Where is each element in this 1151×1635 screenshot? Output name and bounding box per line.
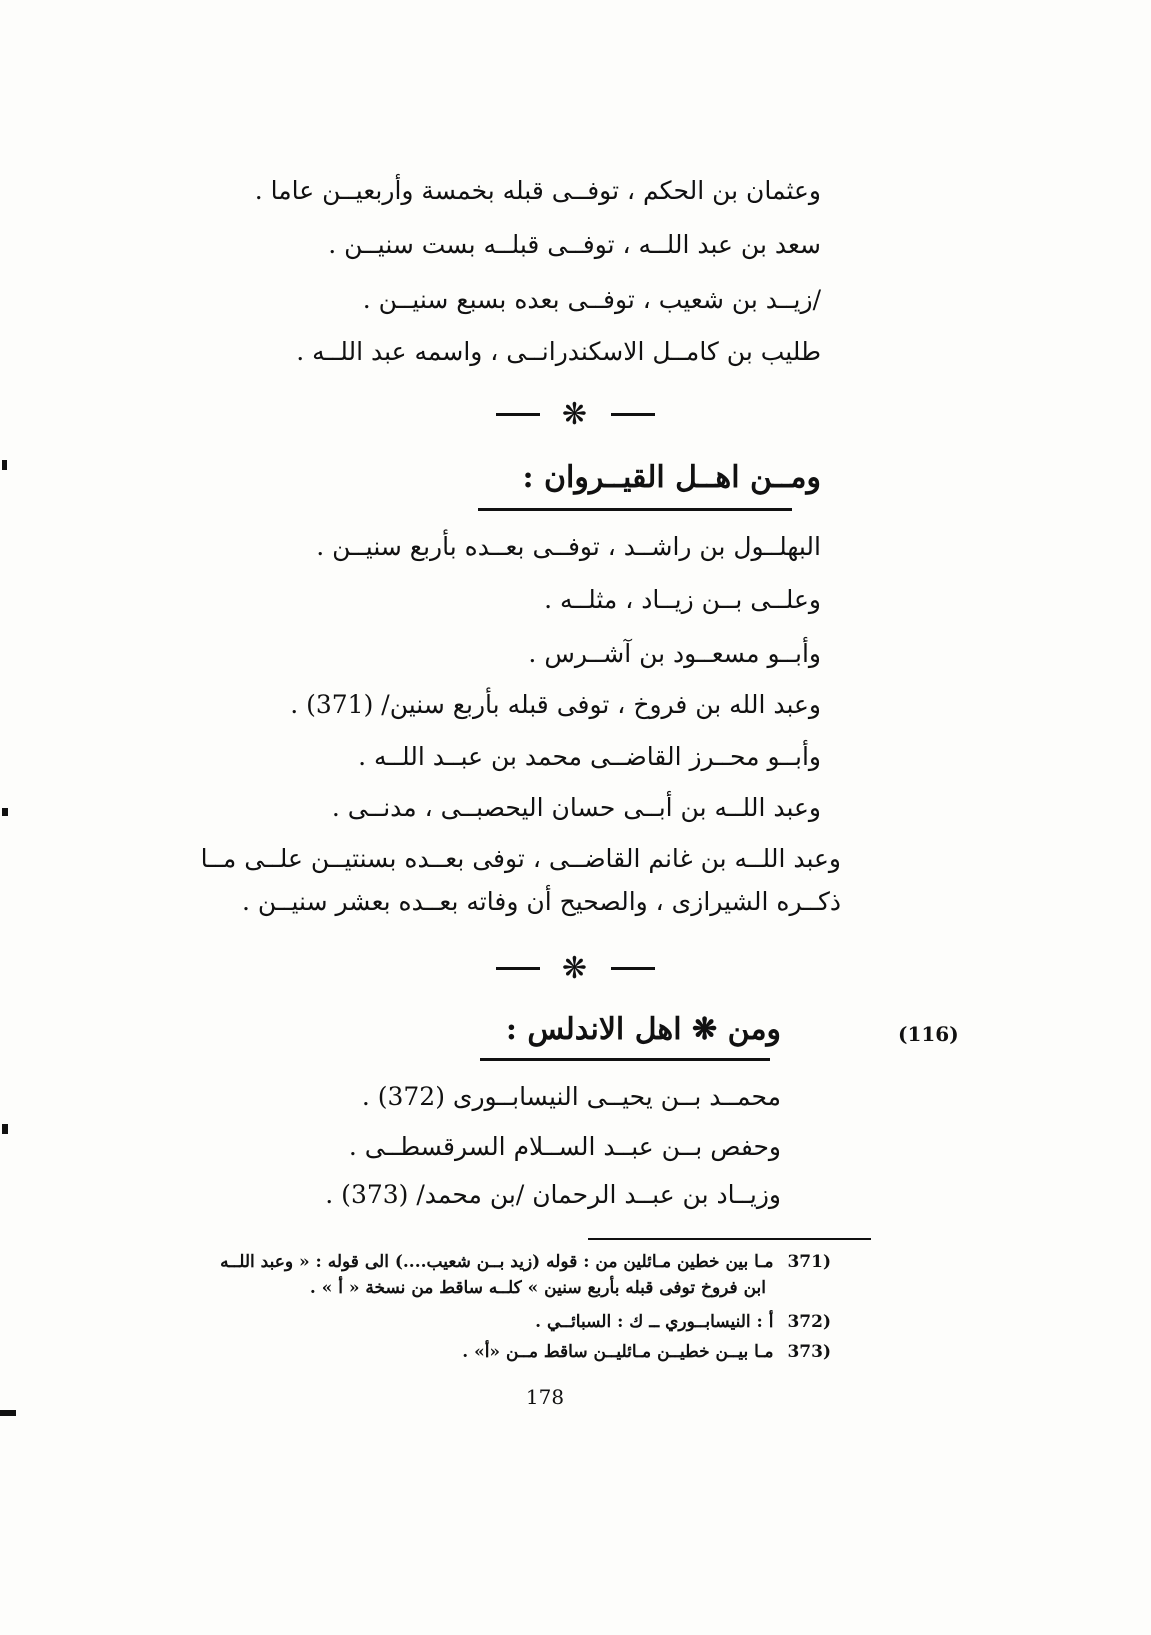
text-line: وعبد الله بن فروخ ، توفى قبله بأربع سنين/ (371) . [290,690,821,719]
section-separator [0,950,1151,986]
footnote-number: (371 [787,1252,831,1272]
dash [496,413,540,416]
star-ornament-icon: ❋ [561,951,590,986]
marginal-number: (116) [898,1022,959,1046]
text-line: وعبد اللــه بن غانم القاضــى ، توفى بعــده بسنتيــن علــى مــا [200,844,841,873]
text-line: وأبــو مسعــود بن آشــرس . [528,639,821,668]
footnote-text: أ : النيسابــوري ــ ك : السبائــي . [535,1312,774,1332]
section-heading: ومــن اهــل القيــروان : [522,460,821,495]
section-separator [0,396,1151,432]
text-line: محمــد بــن يحيــى النيسابــورى (372) . [361,1082,781,1111]
text-line: سعد بن عبد اللــه ، توفــى قبلــه بست سنيــن . [328,230,821,259]
star-ornament-icon: ❋ [561,397,590,432]
footnote [462,1340,831,1364]
footnote-text: مـا بين خطين مـائلين من : قوله (زيد بــن شعيب....) الى قوله : « وعبد اللــه [220,1252,774,1272]
heading-underline [478,508,792,511]
scan-mark [2,1124,8,1134]
text-line: ذكــره الشيرازى ، والصحيح أن وفاته بعــده بعشر سنيــن . [241,887,841,916]
footnote-number: (373 [787,1342,831,1362]
text-line: وعبد اللــه بن أبــى حسان اليحصبــى ، مدنــى . [331,793,821,822]
page-number: 178 [525,1385,565,1409]
footnote-continuation: ابن فروخ توفى قبله بأربع سنين » كلــه ساقط من نسخة « أ » . [309,1278,766,1298]
footnote-text: مـا بيــن خطيــن مـائليــن ساقط مــن «أ» . [462,1342,774,1362]
text-line: وزيــاد بن عبــد الرحمان /بن محمد/ (373) . [325,1180,781,1209]
text-line: /زيــد بن شعيب ، توفــى بعده بسبع سنيــن . [362,285,821,314]
scan-mark [2,460,7,470]
text-line: طليب بن كامــل الاسكندرانــى ، واسمه عبد اللــه . [296,337,821,366]
section-heading: ومن ❋ اهل الاندلس : [505,1012,781,1047]
text-line: البهلــول بن راشــد ، توفــى بعــده بأربع سنيــن . [316,532,821,561]
dash [496,967,540,970]
footnote-number: (372 [787,1312,831,1332]
scan-mark [0,1410,16,1416]
footnote [220,1250,831,1274]
heading-underline [480,1058,770,1061]
text-line: وأبــو محــرز القاضــى محمد بن عبــد اللــه . [358,742,821,771]
dash [611,413,655,416]
dash [611,967,655,970]
footnote-rule [588,1238,871,1240]
text-line: وعثمان بن الحكم ، توفــى قبله بخمسة وأربعيــن عاما . [254,176,821,205]
text-line: وعلــى بــن زيــاد ، مثلــه . [544,585,821,614]
footnote [535,1310,831,1334]
scan-mark [2,808,8,816]
text-line: وحفص بــن عبــد الســلام السرقسطــى . [348,1132,781,1161]
